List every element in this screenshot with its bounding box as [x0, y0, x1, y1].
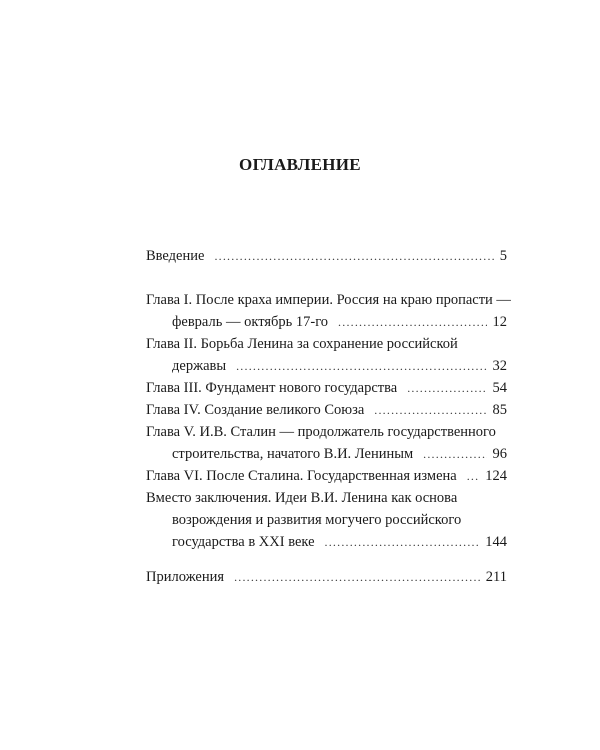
- toc-page-number: 96: [492, 446, 507, 462]
- toc-entry-title: Введение: [146, 248, 205, 264]
- toc-entry-title-cont: государства в XXI веке: [172, 534, 315, 550]
- toc-entry-title: Глава IV. Создание великого Союза: [146, 402, 365, 418]
- toc-leader-dots: [234, 566, 480, 588]
- toc-page-number: 124: [485, 468, 507, 484]
- toc-page-number: 5: [499, 248, 507, 264]
- toc-entry-chapter-4[interactable]: [146, 399, 507, 421]
- toc-entry-chapter-2[interactable]: [146, 333, 507, 377]
- toc-page-number: 211: [485, 569, 507, 585]
- toc-entry-title: Глава I. После краха империи. Россия на краю пропасти —: [146, 292, 511, 308]
- toc-page-number: 32: [492, 358, 507, 374]
- toc-page-number: 144: [485, 534, 507, 550]
- toc-page-number: 12: [492, 314, 507, 330]
- toc-leader-dots: [407, 377, 486, 399]
- toc-entry-title: Глава III. Фундамент нового государства: [146, 380, 398, 396]
- toc-entry-chapter-6[interactable]: [146, 465, 507, 487]
- toc-entry-title-cont: державы: [172, 358, 227, 374]
- toc-page-number: 85: [492, 402, 507, 418]
- toc-leader-dots: [423, 443, 486, 465]
- toc-entry-title: Глава V. И.В. Сталин — продолжатель государственного: [146, 424, 496, 440]
- toc-page-number: 54: [492, 380, 507, 396]
- toc-leader-dots: [325, 531, 480, 553]
- toc-entry-title-cont: февраль — октябрь 17-го: [172, 314, 329, 330]
- toc-entry-chapter-5[interactable]: [146, 421, 507, 465]
- page-title: ОГЛАВЛЕНИЕ: [239, 155, 361, 174]
- toc-entry-title-cont: строительства, начатого В.И. Лениным: [172, 446, 414, 462]
- toc-entry-title: Вместо заключения. Идеи В.И. Ленина как основа: [146, 490, 458, 506]
- toc-entry-introduction[interactable]: [146, 245, 507, 267]
- toc-leader-dots: [467, 465, 480, 487]
- toc-entry-title: Приложения: [146, 569, 225, 585]
- toc-leader-dots: [236, 355, 486, 377]
- toc-leader-dots: [214, 245, 493, 267]
- toc-entry-chapter-1[interactable]: [146, 289, 511, 333]
- toc-entry-title-cont: возрождения и развития могучего российского: [172, 512, 462, 528]
- toc-entry-title: Глава VI. После Сталина. Государственная измена: [146, 468, 457, 484]
- toc-entry-appendices[interactable]: [146, 566, 507, 588]
- toc-leader-dots: [374, 399, 486, 421]
- toc-entry-chapter-3[interactable]: [146, 377, 507, 399]
- toc-leader-dots: [338, 311, 486, 333]
- toc-entry-conclusion[interactable]: [146, 487, 507, 553]
- toc-entry-title: Глава II. Борьба Ленина за сохранение российской: [146, 336, 458, 352]
